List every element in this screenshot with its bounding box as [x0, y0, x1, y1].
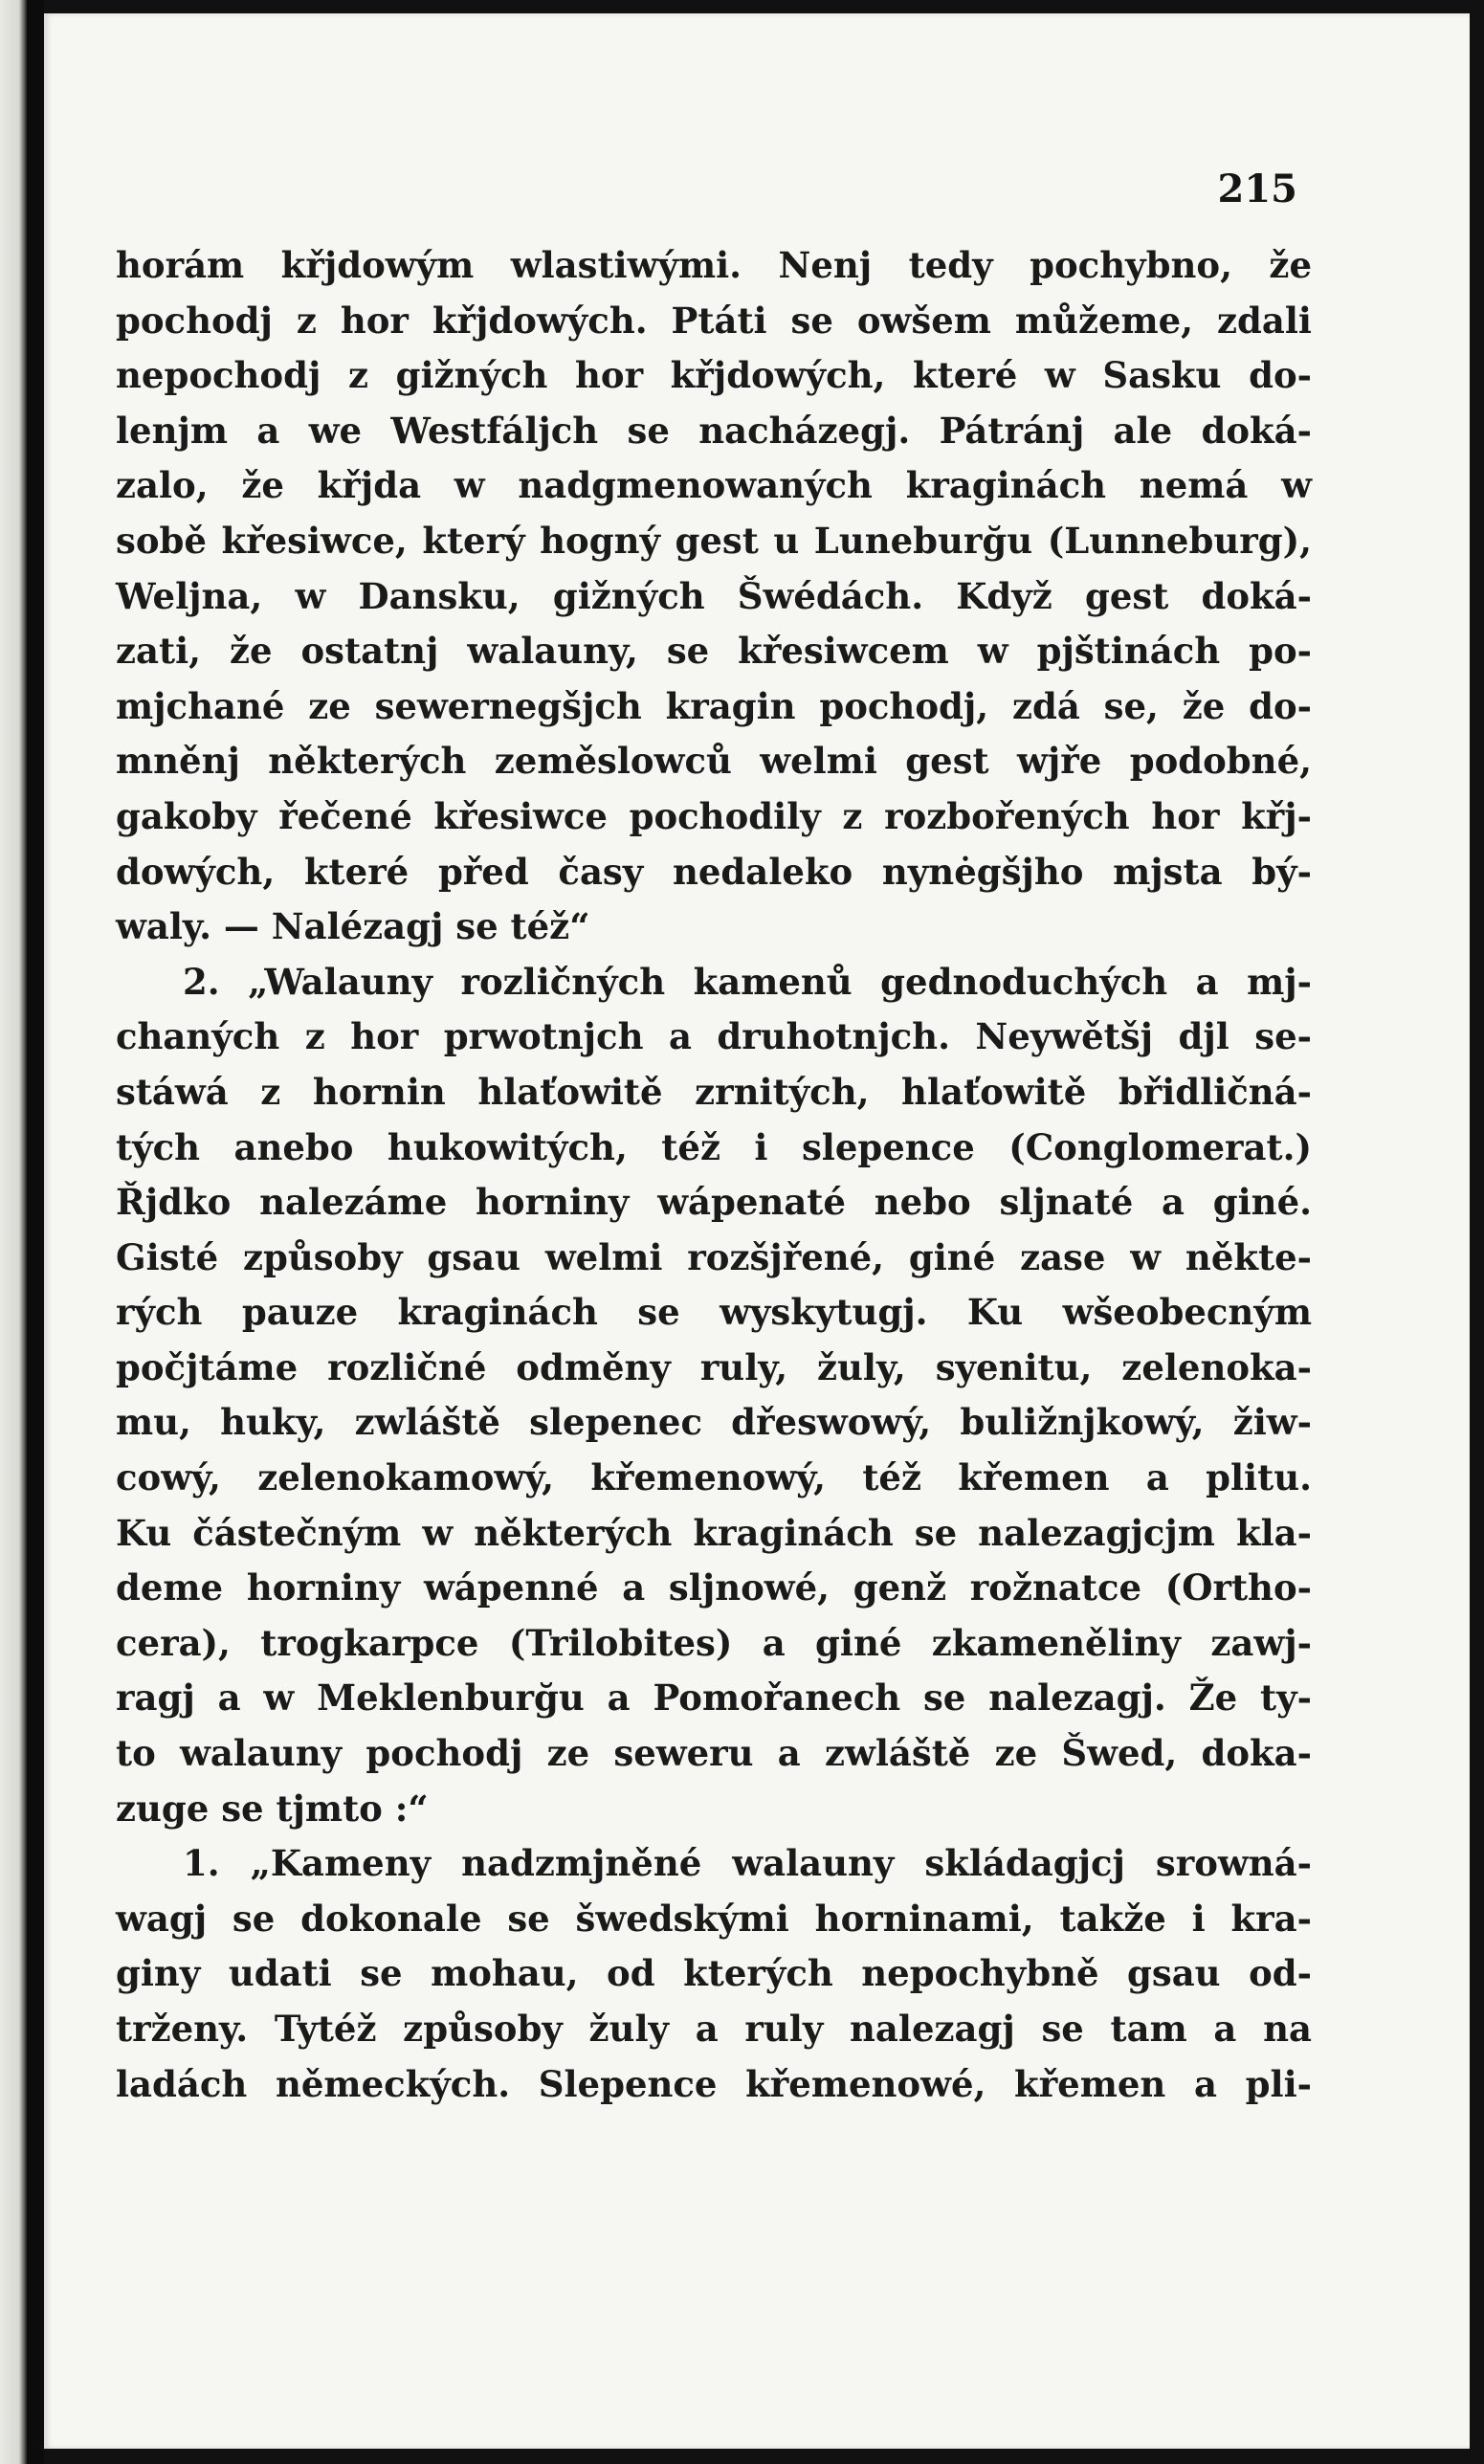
text-line: Řjdko nalezáme horniny wápenaté nebo sljnaté a giné. [116, 1181, 1312, 1224]
body-text [116, 238, 1312, 2112]
previous-page-edge [0, 0, 27, 2464]
text-line: sobě křesiwce, který hogný gest u Luneburğu (Lunneburg), [116, 519, 1312, 562]
text-line: deme horniny wápenné a sljnowé, genž rožnatce (Ortho- [116, 1566, 1312, 1609]
text-line: giny udati se mohau, od kterých nepochybně gsau od- [116, 1952, 1312, 1995]
text-line: rých pauze kraginách se wyskytugj. Ku wšeobecným [116, 1291, 1312, 1334]
paragraph-start-line: 1. „Kameny nadzmjněné walauny skládagjcj srowná- [183, 1842, 1312, 1885]
text-line: mu, huky, zwláště slepenec dřeswowý, buližnjkowý, žiw- [116, 1401, 1312, 1444]
paragraph-start-line: 2. „Walauny rozličných kamenů gednoduchých a mj- [183, 960, 1312, 1003]
text-line: nepochodj z gižných hor křjdowých, které w Sasku do- [116, 354, 1312, 397]
text-line: lenjm a we Westfáljch se nacházegj. Pátránj ale doká- [116, 409, 1312, 452]
paragraph-end-line: zuge se tjmto :“ [116, 1787, 429, 1830]
book-page [44, 13, 1470, 2449]
text-line: ragj a w Meklenburğu a Pomořanech se nalezagj. Že ty- [116, 1676, 1312, 1720]
text-line: počjtáme rozličné odměny ruly, žuly, syenitu, zelenoka- [116, 1345, 1312, 1388]
text-line: tých anebo hukowitých, též i slepence (Conglomerat.) [116, 1125, 1312, 1168]
text-line: zati, že ostatnj walauny, se křesiwcem w pjštinách po- [116, 630, 1312, 673]
text-line: mjchané ze sewernegšjch kragin pochodj, zdá se, že do- [116, 684, 1312, 727]
text-line: mněnj některých zeměslowců welmi gest wjře podobné, [116, 740, 1312, 783]
text-line: zalo, že křjda w nadgmenowaných kraginách nemá w [116, 464, 1312, 507]
text-line: horám křjdowým wlastiwými. Nenj tedy pochybno, že [116, 244, 1312, 286]
text-line: cera), trogkarpce (Trilobites) a giné zkameněliny zawj- [116, 1621, 1312, 1664]
text-line: trženy. Tytéž způsoby žuly a ruly nalezagj se tam a na [116, 2008, 1312, 2050]
text-line: Ku částečným w některých kraginách se nalezagjcjm kla- [116, 1511, 1312, 1554]
text-line: gakoby řečené křesiwce pochodily z rozbořených hor křj- [116, 794, 1312, 837]
text-line: wagj se dokonale se šwedskými horninami, takže i kra- [116, 1897, 1312, 1940]
text-line: dowých, které před časy nedaleko nynėgšjho mjsta bý- [116, 850, 1312, 893]
paragraph-end-line: waly. — Nalézagj se též“ [116, 905, 590, 948]
page-number: 215 [1217, 166, 1297, 211]
text-line: to walauny pochodj ze seweru a zwláště ze Šwed, doka- [116, 1732, 1312, 1775]
text-line: chaných z hor prwotnjch a druhotnjch. Neywětšj djl se- [116, 1015, 1312, 1058]
text-line: Gisté způsoby gsau welmi rozšjřené, giné zase w někte- [116, 1235, 1312, 1278]
text-line: cowý, zelenokamowý, křemenowý, též křemen a plitu. [116, 1456, 1312, 1499]
text-line: stáwá z hornin hlaťowitě zrnitých, hlaťowitě břidličná- [116, 1070, 1312, 1113]
text-line: pochodj z hor křjdowých. Ptáti se owšem můžeme, zdali [116, 299, 1312, 342]
text-line: ladách německých. Slepence křemenowé, křemen a pli- [116, 2062, 1312, 2105]
text-line: Weljna, w Dansku, gižných Šwédách. Když gest doká- [116, 574, 1312, 617]
